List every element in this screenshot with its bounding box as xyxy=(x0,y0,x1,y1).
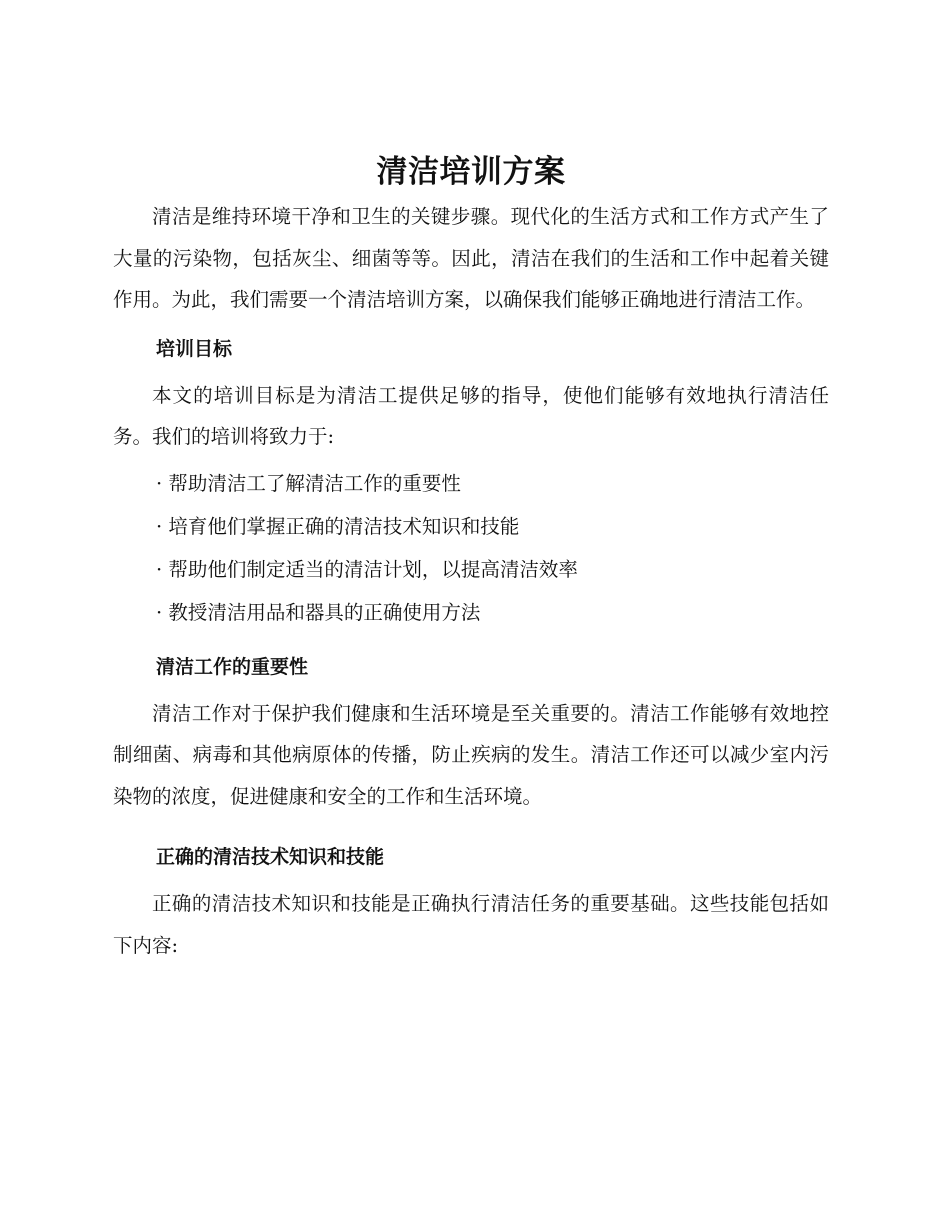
bullet-item: · 教授清洁用品和器具的正确使用方法 xyxy=(156,600,481,624)
bullet-item: · 帮助清洁工了解清洁工作的重要性 xyxy=(156,471,461,495)
intro-paragraph: 清洁是维持环境干净和卫生的关键步骤。现代化的生活方式和工作方式产生了大量的污染物，包括灰尘、细菌等等。因此，清洁在我们的生活和工作中起着关键作用。为此，我们需要一个清洁培训方案，以确保我们能够正确地进行清洁工作。 xyxy=(113,205,829,311)
document-title: 清洁培训方案 xyxy=(376,154,566,190)
section-heading-training-goals: 培训目标 xyxy=(156,337,233,360)
document-content xyxy=(113,150,829,966)
section-heading-techniques: 正确的清洁技术知识和技能 xyxy=(156,846,385,868)
bullet-item: · 培育他们掌握正确的清洁技术知识和技能 xyxy=(156,514,520,538)
section-heading-importance: 清洁工作的重要性 xyxy=(156,655,309,678)
section-body-training-goals: 本文的培训目标是为清洁工提供足够的指导，使他们能够有效地执行清洁任务。我们的培训将致力于: xyxy=(113,383,829,448)
section-body-techniques: 正确的清洁技术知识和技能是正确执行清洁任务的重要基础。这些技能包括如下内容: xyxy=(113,892,829,957)
bullet-item: · 帮助他们制定适当的清洁计划，以提高清洁效率 xyxy=(156,557,578,581)
section-body-importance: 清洁工作对于保护我们健康和生活环境是至关重要的。清洁工作能够有效地控制细菌、病毒和其他病原体的传播，防止疾病的发生。清洁工作还可以减少室内污染物的浓度，促进健康和安全的工作和生活环境。 xyxy=(113,701,829,808)
